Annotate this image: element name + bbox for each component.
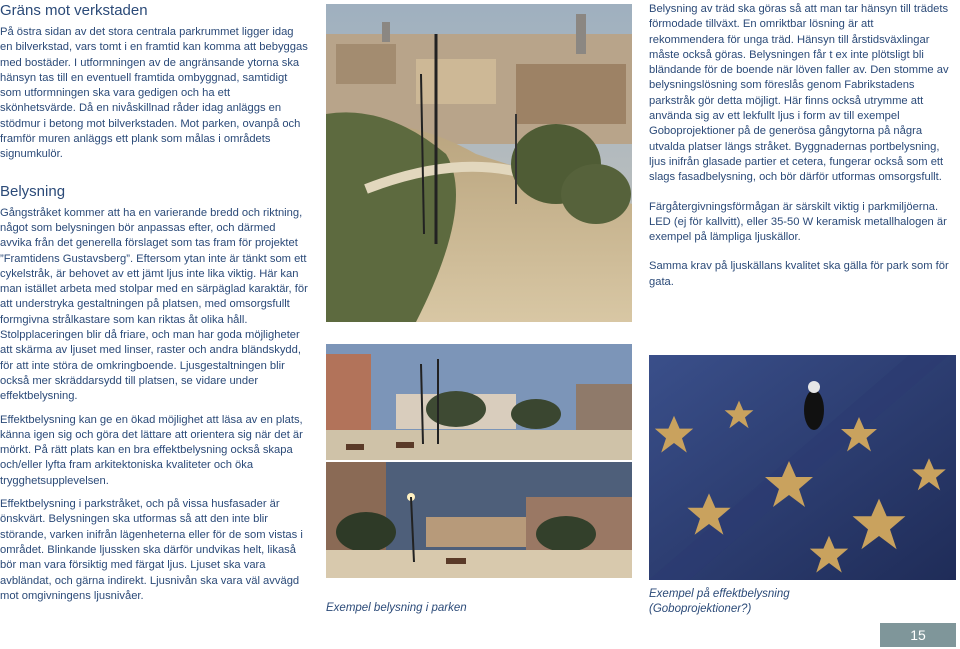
paragraph-effect-lighting: Effektbelysning kan ge en ökad möjlighet att läsa av en plats, känna igen sig och göra det lättare att orientera sig när det är mörkt. På rätt plats kan en bra effektbelysning också skapa och/eller lyfta fram arkitektoniska kvaliteter och öka trygghetsupplevelsen. — [0, 413, 303, 487]
paragraph-boundary: På östra sidan av det stora centrala parkrummet ligger idag en bilverkstad, vars tomt i en framtid kan komma att bebyggas med bostäder. I utformningen av de angränsande ytorna ska hänsyn tas till en eventuell framtida ombyggnad, samtidigt som utformningen ska vara gedigen och ha ett skönhetsvärde. Då en nivåskillnad råder idag anläggs en stödmur i betong mot bilverkstaden. Mot parken, ovanpå och framför muren anläggs ett plank som målas i områdets signumkulör. — [0, 26, 308, 161]
paragraph-tree-lighting: Belysning av träd ska göras så att man tar hänsyn till trädets förmodade tillväxt. En omriktbar lösning är att rekommendera för unga träd. Hänsyn till årstidsväxlingar måste också göras. Belysningen får t ex inte plötsligt bli bländande för de boende när löven faller av. Den stomme av belysningslösning som föreslås genom Fabrikstadens parkstråk gör detta möjligt. Här finns också utrymme att använda sig av ett lekfullt ljus i form av till exempel Goboprojektioner på de generösa gångytorna på några utvalda platser längs stråket. Byggnadernas portbelysning, ljus inifrån glasade partier et cetera, fungerar också som ett slags fasadbelysning, och bör därför utformas omsorgsfullt. — [649, 3, 949, 184]
right-text-column — [649, 2, 949, 302]
paragraph-lighting: Gångstråket kommer att ha en varierande bredd och riktning, något som belysningen bör anpassas efter, och därmed avvika från det generella förslaget som tas fram för projektet ”Framtidens Gustavsberg”. Eftersom ytan inte är tänkt som ett cykelstråk, är behovet av ett jämt ljus inte lika viktig. Här kan man istället arbeta med stolpar med en särpäglad karaktär, för att understryka gestaltningen på platsen, med omsorgsfullt formgivna strålkastare som kan riktas åt olika håll. Stolpplaceringen blir då friare, och man har goda möjligheter att skärma av ljuset med linser, raster och andra bländskydd, för att inte störa de omkringboende. Ljusgestaltningen blir också mer skräddarsydd till platsen, se vidare under effektbelysning. — [0, 206, 308, 403]
page-number: 15 — [880, 623, 956, 647]
heading-lighting: Belysning — [0, 182, 66, 200]
left-text-column — [0, 2, 308, 616]
gobo-projection-photo — [649, 355, 956, 580]
paragraph-light-quality: Samma krav på ljuskällans kvalitet ska gälla för park som för gata. — [649, 260, 949, 288]
park-hill-photo — [326, 4, 632, 322]
paragraph-color-rendering: Färgåtergivningsförmågan är särskilt viktig i parkmiljöerna. LED (ej för kallvitt), eller 35-50 W keramisk metallhalogen är exempel på lämpliga ljuskällor. — [649, 200, 947, 244]
paragraph-effect-lighting-park: Effektbelysning i parkstråket, och på vissa husfasader är önskvärt. Belysningen ska utformas så att den inte blir störande, varken inifrån lägenheterna eller för de som vistas i området. Blinkande ljussken ska därför undvikas helt, likaså bör man vara försiktig med färgat ljus. Ljuset ska vara avbländat, och gärna indirekt. Ljusnivån ska vara väl avvägd mot omgivningens ljusnivåer. — [0, 498, 303, 602]
caption-park-lighting: Exempel belysning i parken — [326, 602, 467, 614]
plaza-dusk-photo — [326, 344, 632, 460]
plaza-night-photo — [326, 462, 632, 578]
caption-gobo: Exempel på effektbelysning (Goboprojektioner?) — [649, 588, 790, 615]
heading-boundary-workshop: Gräns mot verkstaden — [0, 2, 148, 19]
